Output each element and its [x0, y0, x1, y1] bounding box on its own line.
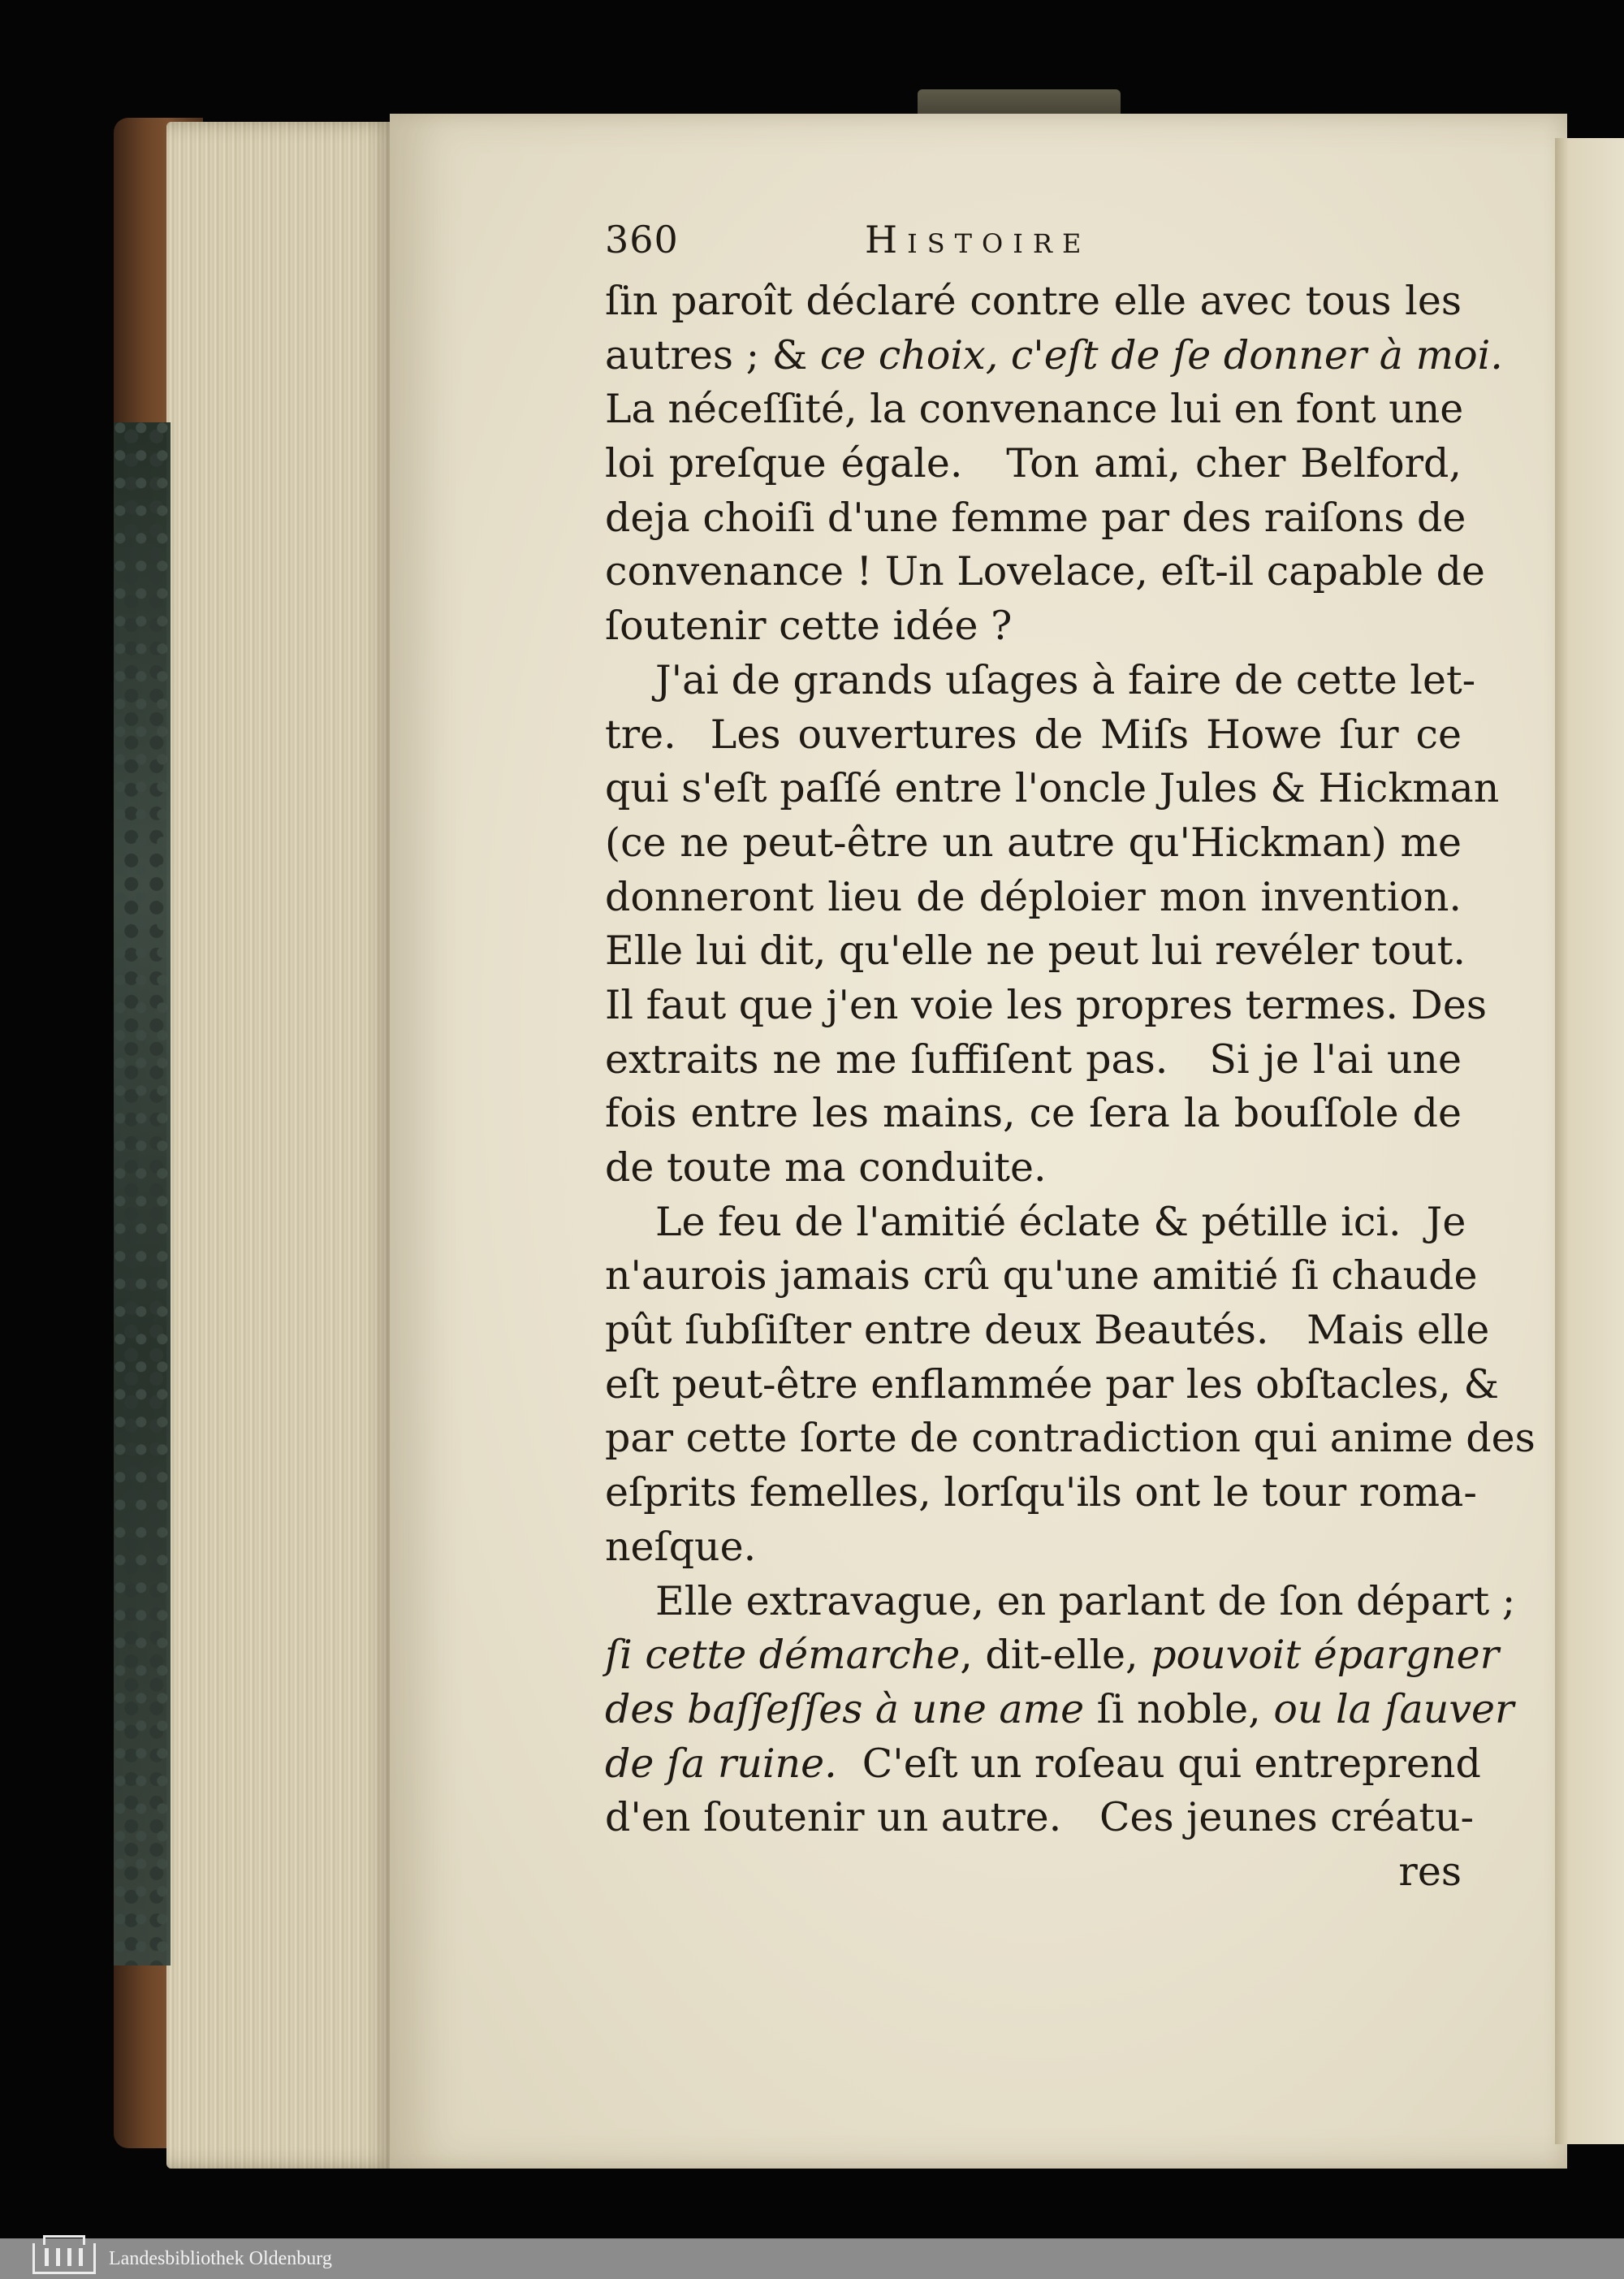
text-line — [605, 329, 1503, 383]
line-text: Elle extravague, en parlant de ſon départ ; — [655, 1577, 1516, 1624]
text-line — [605, 1304, 1490, 1358]
line-text: de toute ma conduite. — [605, 1144, 1047, 1191]
page-header — [605, 218, 1462, 275]
line-text: fois entre les mains, ce ſera la bouſſole de — [605, 1090, 1462, 1137]
line-text: neſque. — [605, 1523, 757, 1570]
line-text: qui s'eſt paſſé entre l'oncle Jules & Hickman — [605, 765, 1500, 812]
text-line — [605, 1628, 1500, 1683]
text-line — [605, 599, 1462, 654]
line-text: (ce ne peut-être un autre qu'Hickman) me — [605, 819, 1462, 866]
line-text: eſprits femelles, lorſqu'ils ont le tour roma- — [605, 1469, 1477, 1516]
text-line — [605, 383, 1462, 437]
line-text: La néceſſité, la convenance lui en font une — [605, 386, 1464, 433]
line-text: Elle lui dit, qu'elle ne peut lui revéler tout. — [605, 928, 1466, 975]
line-text: donneront lieu de déploier mon invention. — [605, 873, 1462, 920]
text-line — [605, 1196, 1466, 1250]
line-text: eſt peut-être enflammée par les obſtacles, & — [605, 1360, 1500, 1408]
text-line — [605, 275, 1462, 329]
line-text: convenance ! Un Lovelace, eſt-il capable de — [605, 548, 1485, 595]
text-line — [605, 924, 1466, 979]
text-line — [605, 1683, 1514, 1737]
text-line — [605, 437, 1462, 491]
page-number: 360 — [605, 218, 679, 262]
line-text: deja choiſi d'une femme par des raiſons de — [605, 494, 1466, 541]
text-line — [605, 1249, 1478, 1304]
italic-text: ou la ſauver — [1273, 1685, 1514, 1732]
library-building-icon — [32, 2243, 96, 2274]
facing-page-edge — [1555, 138, 1624, 2144]
text-line — [605, 1520, 1462, 1575]
page-edges — [166, 122, 398, 2169]
line-text: C'eſt un roſeau qui entreprend — [836, 1740, 1481, 1787]
line-text: loi preſque égale. Ton ami, cher Belford, — [605, 440, 1462, 487]
text-line — [605, 762, 1500, 816]
line-text: n'aurois jamais crû qu'une amitié ſi chaude — [605, 1252, 1478, 1300]
text-line — [605, 1033, 1462, 1088]
italic-text: de ſa ruine. — [605, 1740, 837, 1787]
library-name: Landesbibliothek Oldenburg — [109, 2247, 332, 2269]
italic-text: ce choix, c'eſt de ſe donner à moi. — [819, 331, 1503, 378]
italic-text: des baſſeſſes à une ame — [605, 1685, 1085, 1732]
catchword: res — [1398, 1848, 1462, 1895]
library-footer — [0, 2238, 1624, 2279]
line-text: pût ſubſiſter entre deux Beautés. Mais elle — [605, 1307, 1490, 1354]
line-text: d'en ſoutenir un autre. Ces jeunes créatu- — [605, 1794, 1475, 1841]
text-line — [605, 816, 1462, 871]
line-text: J'ai de grands uſages à faire de cette let- — [655, 656, 1476, 703]
line-text: Le feu de l'amitié éclate & pétille ici. Je — [655, 1198, 1466, 1245]
line-text: Il faut que j'en voie les propres termes. Des — [605, 981, 1487, 1028]
text-line — [605, 1087, 1462, 1141]
text-line — [605, 654, 1476, 708]
text-line — [605, 1466, 1477, 1520]
page-text — [605, 218, 1535, 1900]
text-line — [605, 545, 1485, 599]
italic-text: pouvoit épargner — [1151, 1632, 1500, 1679]
text-line — [605, 1791, 1475, 1845]
text-lines — [605, 275, 1535, 1845]
text-line — [605, 1141, 1462, 1196]
line-text: autres ; & — [605, 331, 820, 378]
marbled-cover — [114, 422, 171, 1965]
text-line — [605, 1358, 1500, 1412]
line-text: tre. Les ouvertures de Miſs Howe ſur ce — [605, 711, 1462, 758]
running-title: Histoire — [865, 218, 1091, 262]
line-text: ſi noble, — [1084, 1685, 1274, 1732]
text-line — [605, 1575, 1516, 1629]
line-text: ſoutenir cette idée ? — [605, 603, 1013, 650]
italic-text: ſi cette démarche — [605, 1632, 961, 1679]
text-line — [605, 871, 1462, 925]
text-line — [605, 491, 1466, 546]
text-line — [605, 1412, 1535, 1466]
text-line — [605, 708, 1462, 763]
line-text: par cette ſorte de contradiction qui anime des — [605, 1415, 1535, 1462]
text-line — [605, 979, 1487, 1033]
line-text: extraits ne me ſuffiſent pas. Si je l'ai une — [605, 1036, 1462, 1083]
text-line — [605, 1737, 1481, 1792]
line-text: , dit-elle, — [960, 1632, 1151, 1679]
line-text: ſin paroît déclaré contre elle avec tous les — [605, 278, 1462, 324]
